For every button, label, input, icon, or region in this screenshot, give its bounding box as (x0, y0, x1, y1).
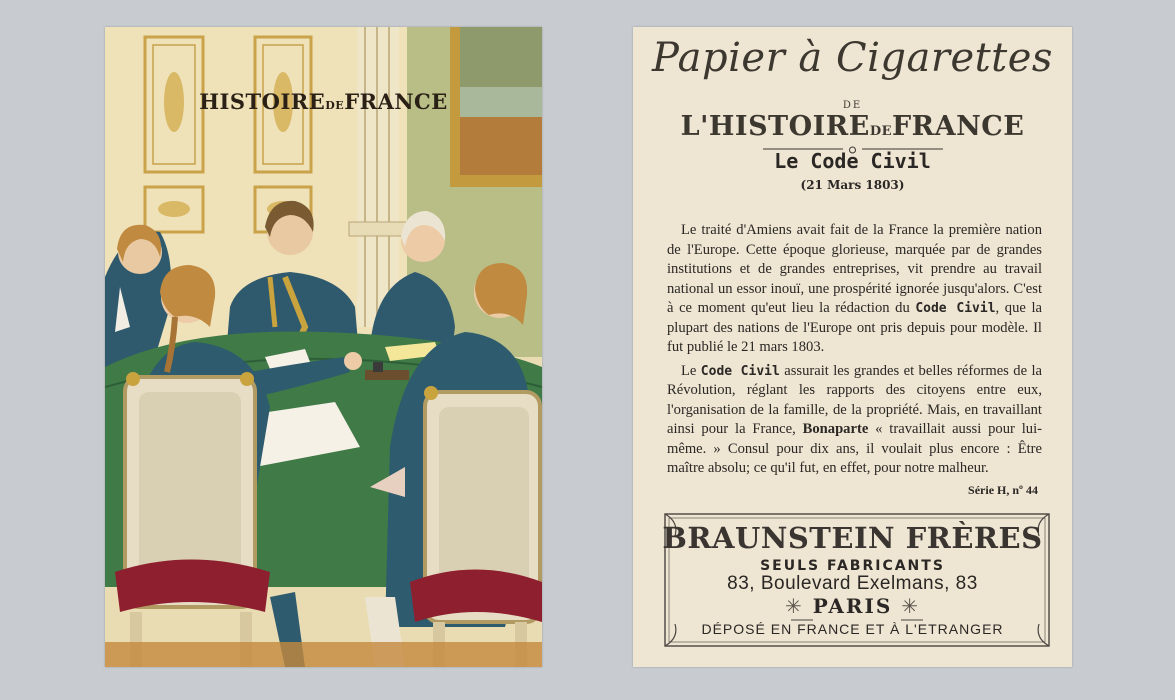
maker-name: BRAUNSTEIN FRÈRES (662, 521, 1043, 555)
heading-histoire-de-france (633, 111, 1072, 142)
front-title (105, 89, 542, 114)
paragraph-1-text-end: , que la plupart des nations de l'Europe ont pris depuis pour modèle. Il fut publié le 21 mars 1803. (667, 300, 1042, 355)
heading-de-small: DE (869, 124, 893, 139)
city-ornament-left: ✳ (785, 594, 804, 618)
paragraph-2-text-mid: assurait les grandes et belles réformes de la Révolution, réglant les rapports des citoyens entre eux, l'organisation de la famille, de la propriété. Mais, en travaillant ainsi pour la France, (667, 362, 1042, 437)
paragraph-2-text: Le (681, 362, 701, 379)
front-title-de: DE (325, 99, 345, 112)
heading-histoire: L'HISTOIRE (680, 111, 870, 142)
front-card (105, 27, 542, 667)
sole-makers: SEULS FABRICANTS (760, 558, 945, 574)
paragraph-1 (667, 221, 1042, 358)
deposit-notice: DÉPOSÉ EN FRANCE ET À L'ETRANGER (701, 621, 1004, 637)
city-ornament-right: ✳ (901, 594, 920, 618)
series-number: Série H, nº 44 (968, 483, 1038, 497)
front-title-histoire: HISTOIRE (199, 89, 326, 114)
council-illustration (105, 27, 542, 667)
body-text (667, 221, 1042, 479)
front-title-france: FRANCE (344, 89, 448, 114)
paragraph-2-text-end: « travaillait aussi pour lui-même. » Consul pour dix ans, il voulait plus encore : Être maître absolu; ce qu'il fut, en effet, pour notre malheur. (667, 421, 1042, 476)
city-name: PARIS (812, 594, 893, 618)
paragraph-1-text: Le traité d'Amiens avait fait de la France la première nation de l'Europe. Cette époque glorieuse, marquée par de grandes institutions et de grandes entreprises, vit prendre au travail national un essor inouï, une prospérité ignorée jusqu'alors. C'est à ce moment qu'eut lieu la rédaction du (667, 222, 1042, 316)
code-civil-bold-2: Code Civil (700, 363, 780, 379)
subject-title: Le Code Civil (774, 149, 931, 173)
subject-date: (21 Mars 1803) (800, 178, 905, 192)
maker-address: 83, Boulevard Exelmans, 83 (727, 573, 978, 594)
heading-de: DE (842, 100, 863, 111)
heading-france: FRANCE (892, 111, 1025, 142)
bonaparte-bold: Bonaparte (802, 421, 869, 437)
back-card (633, 27, 1072, 667)
maker-city (633, 594, 1072, 618)
code-civil-bold: Code Civil (915, 301, 996, 316)
paragraph-2 (667, 362, 1042, 479)
heading-papier-a-cigarettes: Papier à Cigarettes (652, 35, 1053, 81)
